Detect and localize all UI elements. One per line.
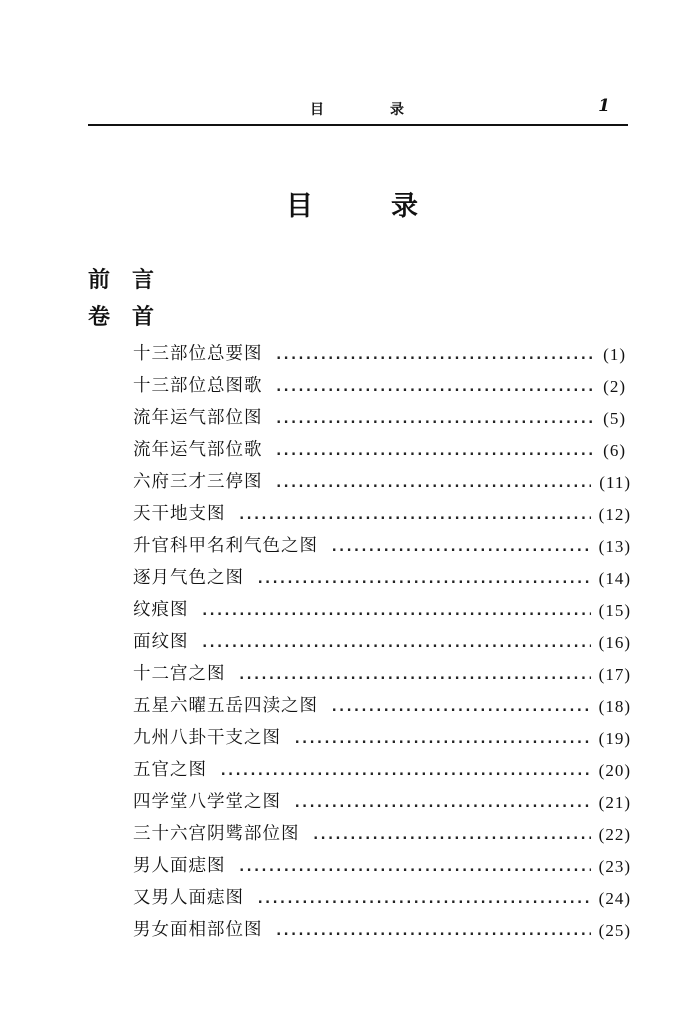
header-rule bbox=[88, 124, 628, 126]
toc-entry-title: 升官科甲名利气色之图 bbox=[133, 536, 318, 556]
dot-leader bbox=[201, 601, 591, 621]
toc-entry-title: 男女面相部位图 bbox=[133, 920, 263, 940]
toc-entry-page: ( 19 ) bbox=[599, 729, 631, 749]
dot-leader bbox=[275, 441, 596, 461]
toc-list bbox=[133, 333, 631, 941]
toc-entry-page: ( 21 ) bbox=[599, 793, 631, 813]
dot-leader bbox=[275, 409, 596, 429]
dot-leader bbox=[293, 729, 591, 749]
toc-entry-page: ( 13 ) bbox=[599, 537, 631, 557]
toc-entry-title: 九州八卦干支之图 bbox=[133, 728, 281, 748]
toc-entry-title: 流年运气部位图 bbox=[133, 408, 263, 428]
toc-entry[interactable] bbox=[133, 749, 631, 781]
toc-entry[interactable] bbox=[133, 589, 631, 621]
toc-entry-title: 十三部位总图歌 bbox=[133, 376, 263, 396]
toc-entry-page: ( 1 ) bbox=[603, 345, 626, 365]
dot-leader bbox=[238, 505, 591, 525]
dot-leader bbox=[275, 921, 591, 941]
toc-entry-page: ( 2 ) bbox=[603, 377, 626, 397]
running-header-title: 目录 bbox=[310, 102, 470, 118]
toc-entry-title: 又男人面痣图 bbox=[133, 888, 244, 908]
toc-entry-page: ( 20 ) bbox=[599, 761, 631, 781]
toc-entry[interactable] bbox=[133, 557, 631, 589]
toc-entry-title: 男人面痣图 bbox=[133, 856, 226, 876]
toc-entry-page: ( 23 ) bbox=[599, 857, 631, 877]
dot-leader bbox=[312, 825, 591, 845]
toc-entry-page: ( 12 ) bbox=[599, 505, 631, 525]
section-heading-frontmatter: 卷首 bbox=[88, 305, 177, 330]
toc-entry-page: ( 25 ) bbox=[599, 921, 631, 941]
toc-entry[interactable] bbox=[133, 813, 631, 845]
running-header bbox=[88, 96, 628, 124]
toc-entry[interactable] bbox=[133, 781, 631, 813]
dot-leader bbox=[275, 473, 592, 493]
toc-entry-page: ( 16 ) bbox=[599, 633, 631, 653]
dot-leader bbox=[330, 537, 591, 557]
toc-entry-page: ( 6 ) bbox=[603, 441, 626, 461]
toc-entry[interactable] bbox=[133, 909, 631, 941]
dot-leader bbox=[275, 377, 596, 397]
toc-entry-title: 十二宫之图 bbox=[133, 664, 226, 684]
toc-entry-page: ( 14 ) bbox=[599, 569, 631, 589]
toc-entry-title: 六府三才三停图 bbox=[133, 472, 263, 492]
toc-entry[interactable] bbox=[133, 493, 631, 525]
page-number: 1 bbox=[598, 96, 610, 116]
toc-entry-title: 四学堂八学堂之图 bbox=[133, 792, 281, 812]
toc-entry[interactable] bbox=[133, 653, 631, 685]
dot-leader bbox=[201, 633, 591, 653]
toc-entry-title: 五官之图 bbox=[133, 760, 207, 780]
toc-entry[interactable] bbox=[133, 397, 631, 429]
toc-entry-title: 面纹图 bbox=[133, 632, 189, 652]
dot-leader bbox=[238, 857, 591, 877]
toc-entry[interactable] bbox=[133, 525, 631, 557]
toc-entry-page: ( 17 ) bbox=[599, 665, 631, 685]
toc-entry-page: ( 22 ) bbox=[599, 825, 631, 845]
page-title: 目录 bbox=[286, 191, 496, 222]
toc-entry-title: 五星六曜五岳四渎之图 bbox=[133, 696, 318, 716]
dot-leader bbox=[219, 761, 591, 781]
toc-entry[interactable] bbox=[133, 365, 631, 397]
toc-entry-title: 三十六宫阴骘部位图 bbox=[133, 824, 300, 844]
toc-entry[interactable] bbox=[133, 333, 631, 365]
dot-leader bbox=[256, 889, 591, 909]
toc-entry-page: ( 18 ) bbox=[599, 697, 631, 717]
toc-entry-page: ( 11 ) bbox=[599, 473, 631, 493]
dot-leader bbox=[293, 793, 591, 813]
dot-leader bbox=[256, 569, 591, 589]
section-heading-preface: 前言 bbox=[88, 268, 177, 293]
toc-entry[interactable] bbox=[133, 429, 631, 461]
toc-entry-title: 流年运气部位歌 bbox=[133, 440, 263, 460]
toc-entry-title: 逐月气色之图 bbox=[133, 568, 244, 588]
toc-entry[interactable] bbox=[133, 877, 631, 909]
toc-entry[interactable] bbox=[133, 685, 631, 717]
toc-entry-title: 天干地支图 bbox=[133, 504, 226, 524]
toc-entry-title: 十三部位总要图 bbox=[133, 344, 263, 364]
dot-leader bbox=[275, 345, 596, 365]
toc-entry[interactable] bbox=[133, 845, 631, 877]
toc-entry[interactable] bbox=[133, 461, 631, 493]
toc-entry-page: ( 5 ) bbox=[603, 409, 626, 429]
dot-leader bbox=[330, 697, 591, 717]
toc-entry-title: 纹痕图 bbox=[133, 600, 189, 620]
toc-entry-page: ( 15 ) bbox=[599, 601, 631, 621]
toc-entry[interactable] bbox=[133, 717, 631, 749]
toc-entry-page: ( 24 ) bbox=[599, 889, 631, 909]
dot-leader bbox=[238, 665, 591, 685]
toc-entry[interactable] bbox=[133, 621, 631, 653]
